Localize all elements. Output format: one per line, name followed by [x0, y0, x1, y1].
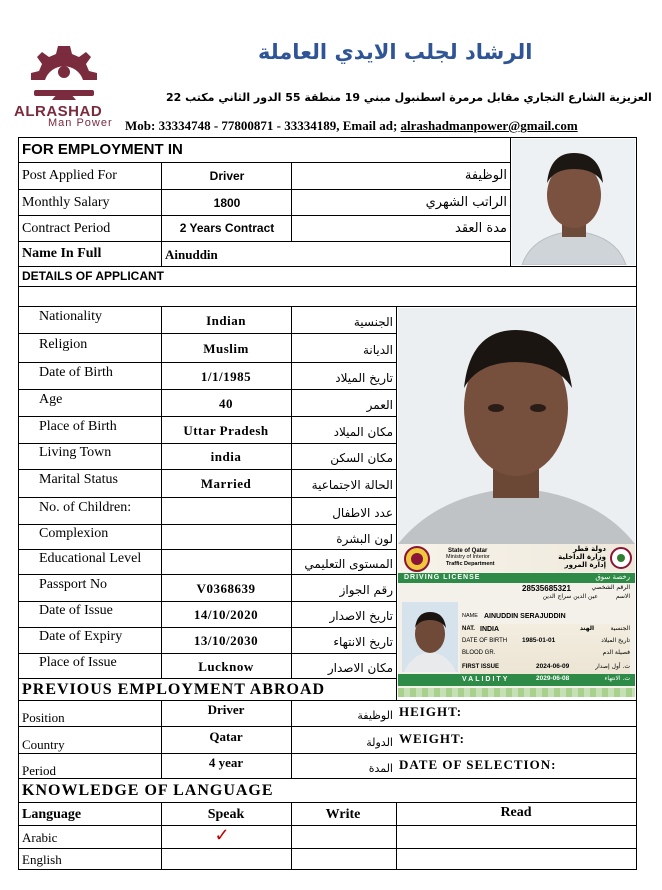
detail-label-arabic: رقم الجواز	[339, 582, 393, 597]
detail-label: Date of Birth	[39, 364, 113, 380]
license-validity-ar: ت. الانتهاء	[604, 675, 630, 682]
detail-label-arabic: العمر	[366, 397, 393, 412]
language-col-write: Write	[325, 807, 361, 822]
detail-label: Place of Issue	[39, 654, 117, 670]
detail-value: india	[210, 449, 242, 464]
license-dob: 1985-01-01	[522, 637, 556, 644]
post-label-arabic: الوظيفة	[464, 168, 507, 183]
license-dept-en: Traffic Department	[446, 561, 495, 567]
detail-label: Nationality	[39, 308, 102, 324]
previous-value: 4 year	[208, 754, 244, 770]
detail-label-arabic: مكان الميلاد	[333, 424, 393, 439]
detail-value: Married	[200, 476, 252, 491]
detail-label-arabic: لون البشرة	[336, 531, 393, 546]
license-blood-label: BLOOD GR.	[462, 650, 496, 656]
previous-heading: PREVIOUS EMPLOYMENT ABROAD	[22, 681, 326, 698]
detail-label: Age	[39, 391, 63, 407]
detail-label: No. of Children:	[39, 499, 132, 515]
license-name-ar-label: الاسم	[615, 593, 630, 600]
previous-value: Driver	[207, 702, 245, 717]
previous-label-arabic: الدولة	[366, 735, 393, 749]
detail-label-arabic: الديانة	[362, 342, 393, 357]
detail-label-arabic: المستوى التعليمي	[304, 556, 393, 571]
post-value: Driver	[209, 169, 245, 183]
qatar-emblem-icon	[404, 546, 430, 572]
license-name-label: NAME	[462, 613, 478, 619]
license-ministry-en: Ministry of Interior	[446, 554, 490, 560]
license-photo	[402, 602, 458, 672]
traffic-logo-icon	[610, 547, 632, 569]
detail-value: Muslim	[203, 340, 249, 356]
detail-label-arabic: مكان الاصدار	[327, 660, 393, 675]
side-field-label: DATE OF SELECTION:	[399, 756, 557, 772]
detail-label-arabic: مكان السكن	[330, 451, 393, 465]
license-dob-label: DATE OF BIRTH	[462, 638, 508, 644]
contact-line	[125, 119, 578, 132]
license-name: AINUDDIN SERAJUDDIN	[484, 613, 566, 620]
detail-label-arabic: الحالة الاجتماعية	[311, 478, 393, 492]
detail-label: Religion	[39, 336, 88, 352]
language-row-arabic: Arabic	[22, 830, 58, 845]
applicant-large-photo	[398, 308, 635, 544]
license-band-ar: رخصة سوق	[595, 573, 630, 581]
logo-subtitle: Man Power	[48, 117, 113, 129]
applicant-photo	[512, 139, 635, 265]
detail-value: V0368639	[196, 580, 256, 596]
license-nat-ar-label: الجنسية	[610, 625, 630, 632]
logo-name: ALRASHAD	[14, 103, 103, 120]
language-col-speak: Speak	[207, 807, 245, 822]
detail-label: Place of Birth	[39, 418, 117, 434]
license-issue: 2024-06-09	[536, 663, 570, 670]
detail-label-arabic: الجنسية	[353, 314, 393, 329]
contact-phones: Mob: 33334748 - 77800871 - 33334189, Email ad;	[125, 118, 401, 133]
employment-heading: FOR EMPLOYMENT IN	[22, 141, 183, 158]
previous-label: Position	[22, 710, 65, 725]
company-logo	[14, 42, 114, 130]
detail-label: Marital Status	[39, 472, 118, 487]
side-field-label: WEIGHT:	[399, 730, 465, 746]
license-number: 28535685321	[522, 584, 571, 593]
detail-label: Date of Expiry	[39, 629, 123, 644]
detail-value: 13/10/2030	[193, 633, 259, 648]
detail-label: Educational Level	[39, 550, 142, 566]
license-state-ar: دولة قطر	[572, 545, 606, 553]
salary-label-arabic: الراتب الشهري	[425, 195, 507, 210]
contract-label: Contract Period	[22, 221, 111, 236]
side-field-label: HEIGHT:	[399, 704, 463, 719]
language-col-language: Language	[22, 807, 82, 822]
previous-label-arabic: الوظيفة	[357, 709, 393, 722]
detail-label-arabic: تاريخ الميلاد	[335, 370, 393, 385]
language-col-read: Read	[500, 805, 532, 820]
salary-value: 1800	[213, 196, 241, 210]
license-nat-label: NAT.	[462, 626, 475, 632]
license-issue-ar: ت. أول إصدار	[595, 663, 630, 670]
name-label: Name In Full	[22, 246, 102, 261]
contact-email[interactable]: alrashadmanpower@gmail.com	[400, 118, 578, 133]
detail-label: Living Town	[39, 445, 112, 460]
detail-label: Complexion	[39, 525, 109, 541]
license-blood-ar: فصيلة الدم	[602, 649, 630, 656]
license-validity: 2029-06-08	[536, 675, 570, 682]
detail-label-arabic: تاريخ الانتهاء	[333, 635, 393, 649]
detail-value: Uttar Pradesh	[183, 422, 269, 438]
license-nat: INDIA	[480, 626, 500, 633]
previous-label-arabic: المدة	[368, 761, 393, 775]
driving-license-card	[398, 544, 635, 697]
company-address-arabic: العزيزية الشارع التجاري مقابل مرمرة اسطنبول مبني 19 منطقة 55 الدور الثاني مكتب 22	[166, 91, 652, 104]
arabic-speak-check: ✓	[214, 825, 230, 845]
language-row-english: English	[22, 852, 62, 867]
license-dept-ar: إدارة المرور	[564, 561, 606, 569]
details-heading: DETAILS OF APPLICANT	[22, 269, 164, 283]
detail-label: Date of Issue	[39, 603, 113, 618]
license-issue-label: FIRST ISSUE	[462, 664, 500, 670]
previous-value: Qatar	[209, 728, 243, 744]
detail-label: Passport No	[39, 576, 108, 592]
license-name-ar: عين الدين سراج الدين	[542, 593, 598, 600]
license-dob-ar: تاريخ الميلاد	[601, 637, 630, 644]
detail-value: Lucknow	[198, 658, 254, 674]
salary-label: Monthly Salary	[22, 195, 110, 210]
license-state-en: State of Qatar	[448, 548, 488, 554]
license-validity-label: VALIDITY	[462, 676, 510, 683]
name-value: Ainuddin	[165, 247, 218, 262]
license-band-en: DRIVING LICENSE	[404, 574, 481, 581]
contract-label-arabic: مدة العقد	[455, 221, 507, 236]
previous-label: Country	[22, 736, 65, 752]
detail-value: 1/1/1985	[200, 368, 252, 384]
detail-label-arabic: تاريخ الاصدار	[329, 609, 393, 623]
logo-gear-icon	[14, 42, 114, 112]
company-title-arabic: الرشاد لجلب الايدي العاملة	[258, 40, 533, 64]
language-heading: KNOWLEDGE OF LANGUAGE	[22, 782, 274, 799]
contract-value: 2 Years Contract	[179, 221, 275, 235]
detail-value: Indian	[206, 312, 246, 328]
detail-label-arabic: عدد الاطفال	[332, 505, 393, 520]
license-nat-ar: الهند	[579, 625, 594, 632]
detail-value: 40	[219, 395, 233, 411]
license-ministry-ar: وزارة الداخلية	[558, 553, 606, 561]
post-label: Post Applied For	[22, 168, 117, 183]
previous-label: Period	[22, 762, 56, 778]
detail-value: 14/10/2020	[193, 607, 259, 622]
license-number-label-ar: الرقم الشخصي	[591, 584, 630, 591]
